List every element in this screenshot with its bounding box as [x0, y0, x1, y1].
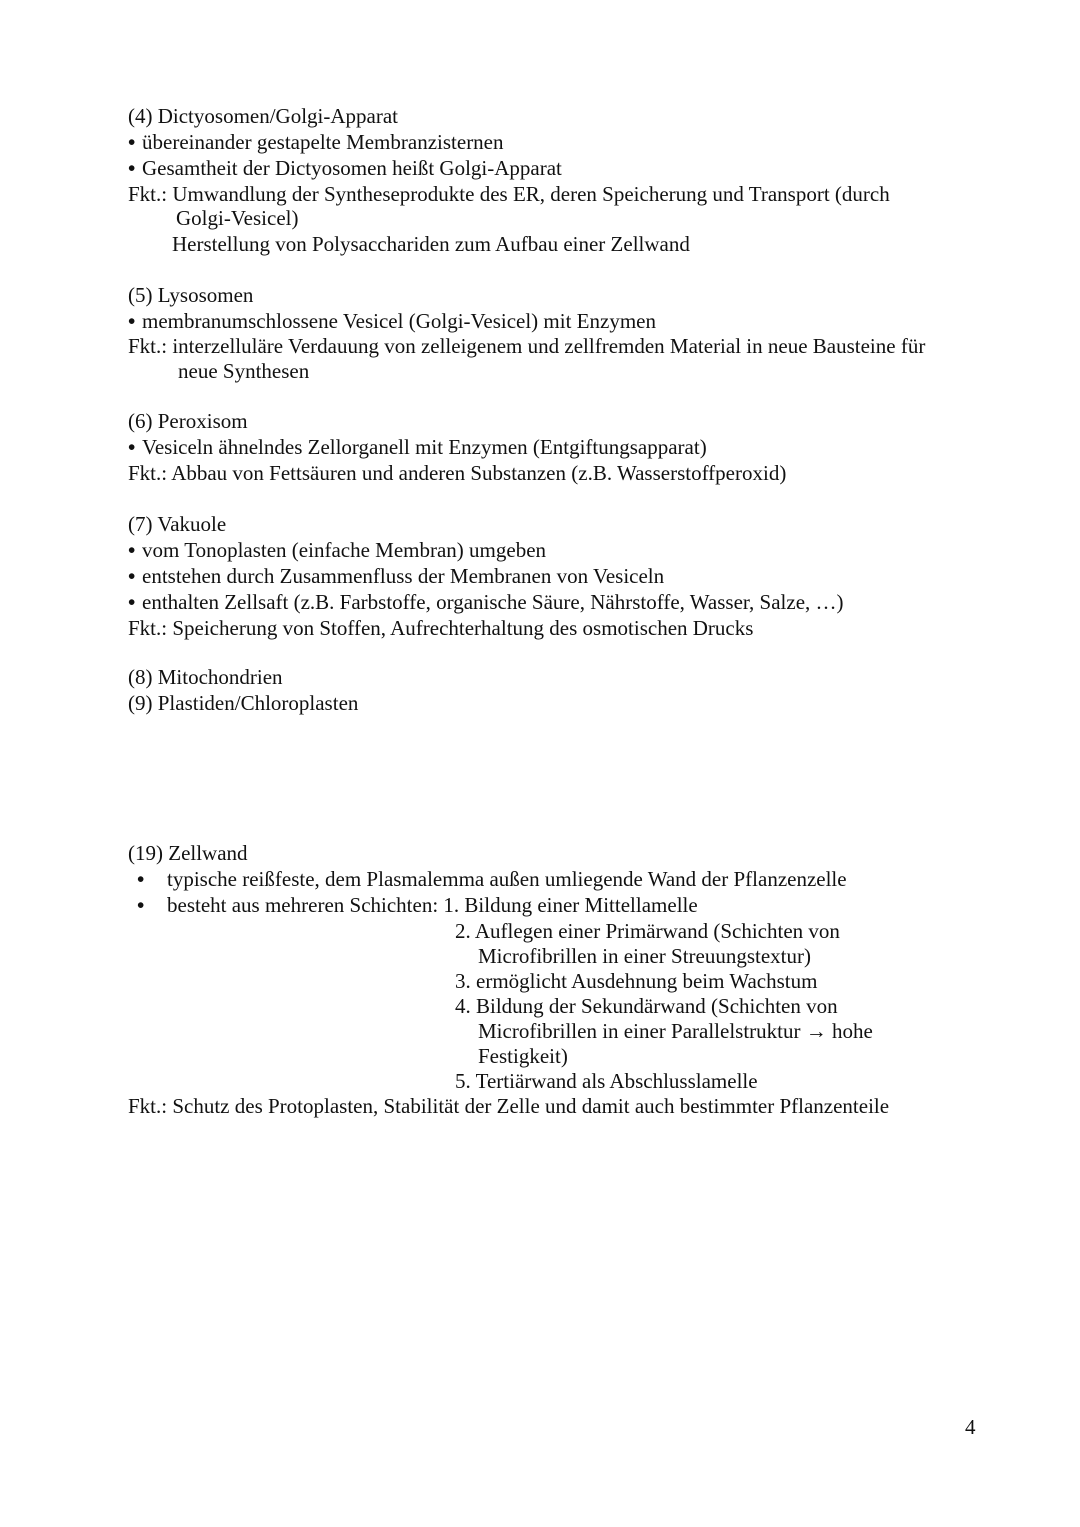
bullet-item: besteht aus mehreren Schichten: 1. Bildung einer Mittellamelle — [167, 893, 698, 917]
section-title-dictyosomen: (4) Dictyosomen/Golgi-Apparat — [128, 104, 399, 128]
bullet-item: • übereinander gestapelte Membranzisternen — [128, 129, 504, 155]
function-text: Fkt.: Umwandlung der Syntheseprodukte des ER, deren Speicherung und Transport (durch — [128, 182, 890, 206]
bullet-item: typische reißfeste, dem Plasmalemma außen umliegende Wand der Pflanzenzelle — [167, 867, 847, 891]
bullet-item: • vom Tonoplasten (einfache Membran) umgeben — [128, 537, 546, 563]
bullet-item: • enthalten Zellsaft (z.B. Farbstoffe, organische Säure, Nährstoffe, Wasser, Salze, …) — [128, 589, 844, 615]
function-text: Fkt.: interzelluläre Verdauung von zelleigenem und zellfremden Material in neue Bausteine für — [128, 334, 926, 358]
function-text: Fkt.: Speicherung von Stoffen, Aufrechterhaltung des osmotischen Drucks — [128, 616, 754, 640]
section-title-zellwand: (19) Zellwand — [128, 841, 248, 865]
list-item: 5. Tertiärwand als Abschlusslamelle — [455, 1069, 758, 1093]
section-title-plastiden: (9) Plastiden/Chloroplasten — [128, 691, 359, 715]
list-item-cont: Microfibrillen in einer Parallelstruktur → hohe — [478, 1019, 873, 1043]
bullet-item: • Vesiceln ähnelndes Zellorganell mit Enzymen (Entgiftungsapparat) — [128, 434, 707, 460]
bullet-dot: • — [137, 893, 145, 917]
section-title-peroxisom: (6) Peroxisom — [128, 409, 248, 433]
function-text-cont: Golgi-Vesicel) — [176, 206, 299, 230]
bullet-item: • entstehen durch Zusammenfluss der Membranen von Vesiceln — [128, 563, 664, 589]
page-number: 4 — [965, 1415, 976, 1439]
list-item-cont: Microfibrillen in einer Streuungstextur) — [478, 944, 811, 968]
bullet-item: • Gesamtheit der Dictyosomen heißt Golgi-Apparat — [128, 155, 562, 181]
section-title-lysosomen: (5) Lysosomen — [128, 283, 254, 307]
section-title-vakuole: (7) Vakuole — [128, 512, 227, 536]
bullet-dot: • — [137, 867, 145, 891]
function-text-cont: Herstellung von Polysacchariden zum Aufbau einer Zellwand — [172, 232, 690, 256]
section-title-mitochondrien: (8) Mitochondrien — [128, 665, 283, 689]
list-item: 2. Auflegen einer Primärwand (Schichten von — [455, 919, 840, 943]
bullet-item: • membranumschlossene Vesicel (Golgi-Vesicel) mit Enzymen — [128, 308, 656, 334]
list-item-cont: Festigkeit) — [478, 1044, 568, 1068]
list-item: 3. ermöglicht Ausdehnung beim Wachstum — [455, 969, 818, 993]
function-text: Fkt.: Abbau von Fettsäuren und anderen Substanzen (z.B. Wasserstoffperoxid) — [128, 461, 787, 485]
function-text: Fkt.: Schutz des Protoplasten, Stabilität der Zelle und damit auch bestimmter Pflanzenteile — [128, 1094, 890, 1118]
list-item: 4. Bildung der Sekundärwand (Schichten von — [455, 994, 838, 1018]
function-text-cont: neue Synthesen — [178, 359, 310, 383]
